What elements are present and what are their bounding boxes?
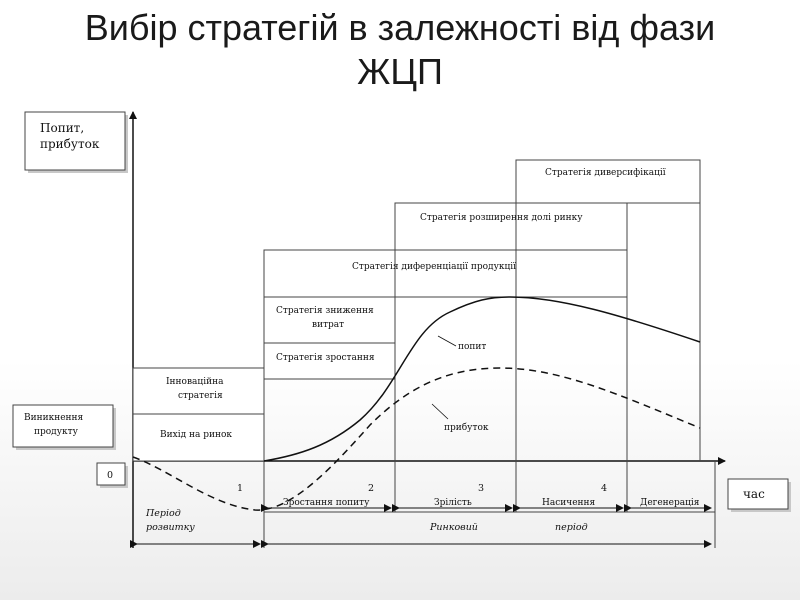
- emergence-label-line-1: Виникнення: [24, 413, 84, 423]
- strategy-innovation-label-line-2: стратегія: [178, 391, 223, 401]
- demand-curve-label: попит: [458, 342, 487, 352]
- phase-growth-label: Зростання попиту: [283, 498, 370, 508]
- strategy-growth-label: Стратегія зростання: [276, 353, 375, 363]
- strategy-diversification-label: Стратегія диверсифікації: [545, 168, 666, 178]
- profit-label-leader: [432, 404, 448, 419]
- emergence-box: [13, 405, 113, 447]
- strategy-cost-label-line-2: витрат: [312, 320, 345, 330]
- origin-label: 0: [107, 470, 114, 481]
- strategy-diversification-box: [516, 160, 700, 203]
- phase-maturity-label: Зрілість: [434, 498, 472, 508]
- development-period-label-line-1: Період: [146, 508, 181, 519]
- emergence-label-line-2: продукту: [34, 427, 78, 437]
- slide-title-line-1: Вибір стратегій в залежності від фази: [84, 7, 716, 48]
- x-axis-label: час: [743, 487, 765, 501]
- market-period-label-word-2: період: [555, 522, 588, 533]
- phase-saturation-label: Насичення: [542, 498, 596, 508]
- strategy-innovation-label-line-1: Інноваційна: [166, 377, 224, 387]
- phase-number-2: 2: [368, 483, 375, 494]
- market-period-label-word-1: Ринковий: [430, 522, 478, 533]
- strategy-differentiation-box: [264, 250, 627, 297]
- strategy-market-entry-label: Вихід на ринок: [160, 430, 232, 440]
- demand-label-leader: [438, 336, 456, 346]
- slide-title-line-2: ЖЦП: [357, 51, 443, 92]
- strategy-market-share-box: [395, 203, 627, 250]
- strategy-cost-label-line-1: Стратегія зниження: [276, 306, 374, 316]
- y-axis-label-line-2: прибуток: [40, 137, 100, 151]
- phase-number-1: 1: [237, 483, 244, 494]
- development-period-label-line-2: розвитку: [146, 522, 195, 533]
- strategy-market-share-label: Стратегія розширення долі ринку: [420, 213, 583, 223]
- phase-number-4: 4: [601, 483, 608, 494]
- phase-decline-label: Дегенерація: [640, 498, 700, 508]
- phase-number-3: 3: [478, 483, 485, 494]
- y-axis-label-line-1: Попит,: [40, 121, 85, 135]
- profit-curve-label: прибуток: [444, 423, 489, 433]
- strategy-differentiation-label: Стратегія диференціації продукції: [352, 262, 517, 272]
